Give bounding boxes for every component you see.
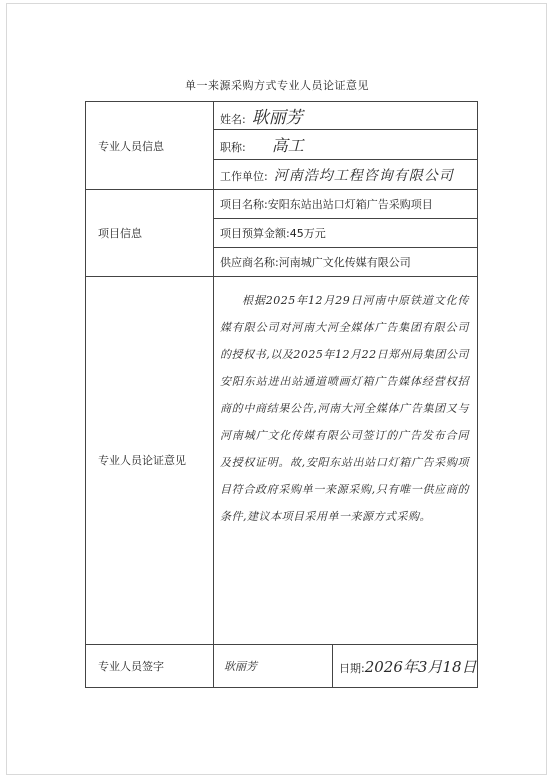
budget-row: 项目预算金额:45万元: [214, 219, 478, 248]
expert-info-label: 专业人员信息: [86, 102, 214, 190]
name-value: 耿丽芳: [251, 108, 303, 128]
document-title: 单一来源采购方式专业人员论证意见: [185, 79, 369, 92]
opinion-text: 根据2025年12月29日河南中原铁道文化传媒有限公司对河南大河全媒体广告集团有限公司的授权书,以及2025年12月22日郑州局集团公司安阳东站进出站通道喷画灯箱广告媒体经营权招商的中商结果公告,河南大河全媒体广告集团又与河南城广文化传媒有限公司签订的广告发布合同及授权证明。故,安阳东站出站口灯箱广告采购项目符合政府采购单一来源采购,只有唯一供应商的条件,建议本项目采用单一来源方式采购。: [214, 277, 478, 645]
title-value: 高工: [271, 136, 304, 155]
title-row: [214, 130, 478, 160]
name-label: 姓名:: [220, 113, 246, 126]
supplier-row: 供应商名称:河南城广文化传媒有限公司: [214, 248, 478, 277]
signature-value: 耿丽芳: [214, 645, 333, 687]
project-info-label: 项目信息: [86, 190, 214, 277]
org-label: 工作单位:: [220, 169, 268, 183]
date-value: 2026年3月18日: [364, 657, 477, 676]
org-row: [214, 160, 478, 190]
org-value: 河南浩均工程咨询有限公司: [273, 167, 454, 184]
signature-row: [214, 645, 478, 688]
date-cell: [333, 645, 478, 687]
title-label: 职称:: [220, 141, 246, 154]
opinion-form-table: [85, 101, 478, 688]
name-row: [214, 102, 478, 130]
opinion-label: 专业人员论证意见: [86, 277, 214, 645]
date-label: 日期:: [339, 661, 365, 675]
signature-label: 专业人员签字: [86, 645, 214, 688]
project-name-row: 项目名称:安阳东站出站口灯箱广告采购项目: [214, 190, 478, 219]
